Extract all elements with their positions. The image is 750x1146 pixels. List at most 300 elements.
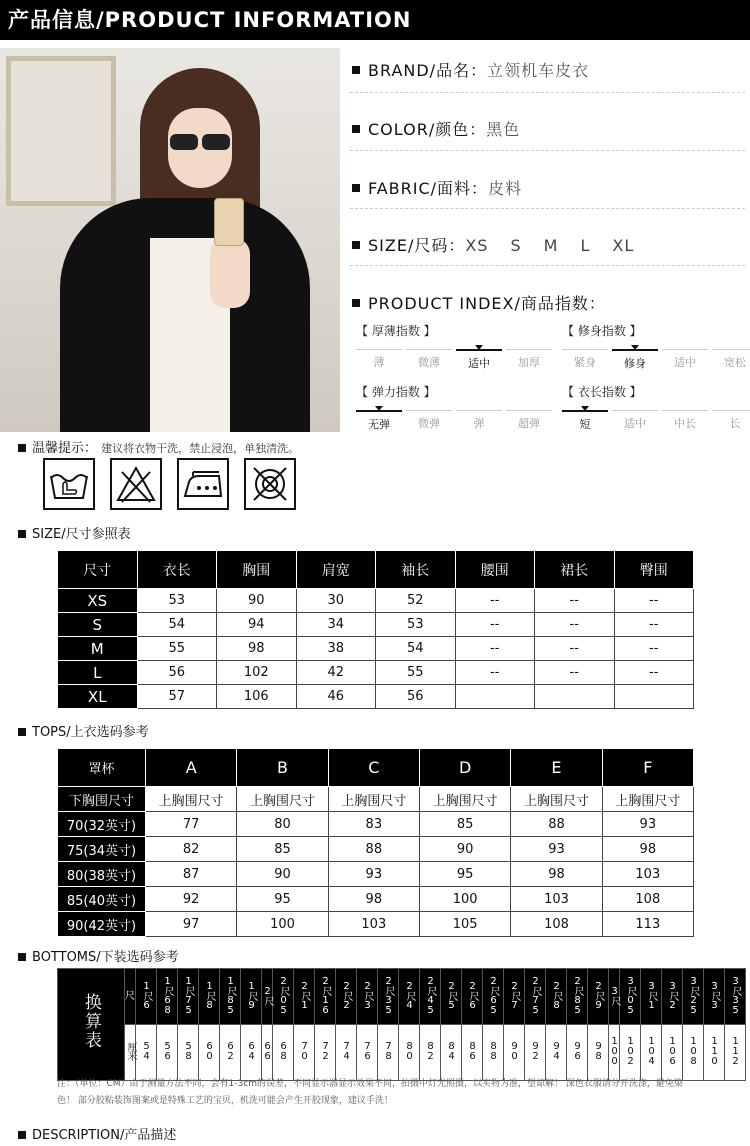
index-label: PRODUCT INDEX/商品指数：: [368, 294, 606, 313]
divider: [350, 265, 745, 266]
cm-cell: [199, 1025, 220, 1081]
title-text: 换算表: [81, 993, 101, 1050]
table-cell: S: [58, 613, 138, 637]
index-option: 加厚: [506, 349, 552, 371]
index-option: 无弹: [356, 410, 402, 432]
bottoms-title: BOTTOMS/下装选码参考: [32, 950, 179, 965]
table-cell: 88: [328, 837, 419, 862]
chi-cell: [199, 969, 220, 1025]
chi-text: 2尺3: [362, 980, 373, 1010]
table-cell: 98: [217, 637, 297, 661]
table-cell: --: [535, 637, 615, 661]
table-cell: 103: [328, 912, 419, 937]
table-cell: 106: [217, 685, 297, 709]
cm-cell: [357, 1025, 378, 1081]
table-cell: 113: [602, 912, 693, 937]
cm-text: 60: [204, 1041, 215, 1061]
table-cell: 56: [376, 685, 456, 709]
chi-text: 1尺6: [141, 980, 152, 1010]
table-cell: 94: [217, 613, 297, 637]
cm-text: 90: [509, 1041, 520, 1061]
header-cell: E: [511, 749, 602, 787]
tops-title: TOPS/上衣选码参考: [32, 725, 149, 740]
cm-cell: [399, 1025, 420, 1081]
cm-cell: [588, 1025, 609, 1081]
table-cell: --: [455, 637, 535, 661]
cm-cell: [336, 1025, 357, 1081]
cm-text: 100: [609, 1036, 620, 1066]
description-label: [18, 1124, 176, 1143]
header-cell: 臀围: [614, 551, 694, 589]
table-row: [58, 812, 694, 837]
brand-label: BRAND/品名：: [368, 61, 488, 80]
table-cell: 上胸围尺寸: [602, 787, 693, 812]
tops-table: [57, 748, 694, 937]
index-option: 超弹: [506, 410, 552, 432]
cm-text: 80: [404, 1041, 415, 1061]
table-row: [58, 661, 694, 685]
header-cell: F: [602, 749, 693, 787]
row-label-text: 厘米: [125, 1042, 136, 1060]
chi-text: 2尺6: [467, 980, 478, 1010]
title-cell: [58, 969, 125, 1081]
table-cell: 103: [602, 862, 693, 887]
cm-cell: [567, 1025, 588, 1081]
table-cell: 97: [146, 912, 237, 937]
chi-cell: [504, 969, 525, 1025]
chi-text: 1尺8: [204, 980, 215, 1010]
table-cell: 87: [146, 862, 237, 887]
table-cell: 30: [296, 589, 376, 613]
chi-cell: [357, 969, 378, 1025]
cm-cell: [273, 1025, 294, 1081]
table-row: [58, 685, 694, 709]
index-title: 【 衣长指数 】: [562, 385, 642, 399]
table-cell: --: [614, 613, 694, 637]
table-cell: 85(40英寸): [58, 887, 146, 912]
chi-text: 2尺8: [551, 980, 562, 1010]
table-cell: 82: [146, 837, 237, 862]
model-arm: [210, 238, 250, 308]
cm-text: 62: [225, 1041, 236, 1061]
cm-cell: [378, 1025, 399, 1081]
table-cell: --: [455, 589, 535, 613]
chi-cell: [620, 969, 641, 1025]
table-cell: 93: [328, 862, 419, 887]
chi-cell: [588, 969, 609, 1025]
chi-row: [58, 969, 746, 1025]
chi-cell: [315, 969, 336, 1025]
table-cell: 80(38英寸): [58, 862, 146, 887]
header-cell: 衣长: [137, 551, 217, 589]
cm-cell: [662, 1025, 683, 1081]
header-cell: 尺寸: [58, 551, 138, 589]
table-cell: M: [58, 637, 138, 661]
table-cell: 上胸围尺寸: [237, 787, 328, 812]
table-cell: 108: [511, 912, 602, 937]
table-cell: 46: [296, 685, 376, 709]
table-cell: 70(32英寸): [58, 812, 146, 837]
table-cell: --: [455, 661, 535, 685]
cm-text: 74: [341, 1041, 352, 1061]
cm-cell: [504, 1025, 525, 1081]
tops-label: [18, 721, 149, 740]
color-label: COLOR/颜色：: [368, 120, 487, 139]
chi-text: 2尺7: [509, 980, 520, 1010]
chi-cell: [420, 969, 441, 1025]
index-option: 修身: [612, 349, 658, 371]
chi-cell: [525, 969, 546, 1025]
chi-text: 1尺75: [183, 975, 194, 1015]
no-tumble-dry-icon: [244, 458, 296, 510]
chi-cell: [262, 969, 273, 1025]
table-cell: 90: [237, 862, 328, 887]
table-cell: 55: [137, 637, 217, 661]
sub-header-row: [58, 787, 694, 812]
cm-text: 102: [625, 1036, 636, 1066]
cm-text: 94: [551, 1041, 562, 1061]
chi-cell: [609, 969, 620, 1025]
divider: [350, 150, 745, 151]
index-option: 适中: [662, 349, 708, 371]
table-cell: 93: [602, 812, 693, 837]
table-cell: 100: [419, 887, 510, 912]
index-scale: [562, 410, 750, 432]
cm-cell: [609, 1025, 620, 1081]
divider: [350, 208, 745, 209]
size-label: SIZE/尺码：: [368, 236, 466, 255]
chi-cell: [567, 969, 588, 1025]
table-cell: L: [58, 661, 138, 685]
table-header-row: [58, 551, 694, 589]
cm-cell: [220, 1025, 241, 1081]
table-cell: 108: [602, 887, 693, 912]
fabric-value: 皮料: [488, 179, 523, 198]
chi-text: 2尺: [262, 985, 273, 1005]
description-title: DESCRIPTION/产品描述: [32, 1128, 177, 1143]
table-cell: --: [455, 613, 535, 637]
chi-cell: [136, 969, 157, 1025]
table-cell: 53: [376, 613, 456, 637]
index-scale: [356, 349, 556, 371]
cm-text: 108: [688, 1036, 699, 1066]
chi-text: 2尺45: [425, 975, 436, 1015]
index-option: 微薄: [406, 349, 452, 371]
table-cell: 95: [419, 862, 510, 887]
header-cell: A: [146, 749, 237, 787]
chi-text: 1尺68: [162, 975, 173, 1015]
size-option: M: [543, 236, 559, 255]
size-option: L: [580, 236, 591, 255]
chi-cell: [220, 969, 241, 1025]
cm-cell: [241, 1025, 262, 1081]
table-cell: --: [535, 661, 615, 685]
chi-cell: [683, 969, 704, 1025]
table-cell: 95: [237, 887, 328, 912]
cm-text: 88: [488, 1041, 499, 1061]
chi-cell: [378, 969, 399, 1025]
index-option: 薄: [356, 349, 402, 371]
index-title: 【 厚薄指数 】: [356, 324, 436, 338]
table-cell: 100: [237, 912, 328, 937]
note-text: 注：（单位：CM）由于测量方法不同，会有1-3cm的误差，不同显示器显示效果不同，拍摄中灯光照摄，以实物为准，望谅解！ 深色衣服请分开洗涤，避免染色！ 部分胶粘装饰图案或是特殊工艺的宝贝，机洗可能会产生开胶现象，建议手洗！: [57, 1079, 683, 1106]
table-cell: 56: [137, 661, 217, 685]
cm-text: 96: [572, 1041, 583, 1061]
table-cell: --: [535, 589, 615, 613]
cm-cell: [704, 1025, 725, 1081]
index-title: 【 修身指数 】: [562, 324, 642, 338]
index-group: [562, 322, 750, 371]
chi-cell: [725, 969, 746, 1025]
index-option: 中长: [662, 410, 708, 432]
row-label: [125, 1025, 136, 1081]
table-cell: 上胸围尺寸: [146, 787, 237, 812]
chi-text: 3尺2: [667, 980, 678, 1010]
table-cell: 上胸围尺寸: [419, 787, 510, 812]
iron-icon: [177, 458, 229, 510]
header-cell: 腰围: [455, 551, 535, 589]
cm-cell: [683, 1025, 704, 1081]
chi-cell: [483, 969, 504, 1025]
chi-text: 2尺4: [404, 980, 415, 1010]
cm-cell: [620, 1025, 641, 1081]
table-cell: 85: [419, 812, 510, 837]
table-cell: 42: [296, 661, 376, 685]
chi-text: 3尺3: [709, 980, 720, 1010]
chi-text: 3尺1: [646, 980, 657, 1010]
table-cell: 80: [237, 812, 328, 837]
cm-text: 84: [446, 1041, 457, 1061]
table-cell: 54: [376, 637, 456, 661]
cm-row: [58, 1025, 746, 1081]
cm-text: 110: [709, 1036, 720, 1066]
product-photo: [0, 48, 340, 432]
table-cell: 102: [217, 661, 297, 685]
chi-text: 3尺25: [688, 975, 699, 1015]
chi-text: 2尺65: [488, 975, 499, 1015]
chi-cell: [178, 969, 199, 1025]
cm-cell: [483, 1025, 504, 1081]
cm-text: 70: [299, 1041, 310, 1061]
cm-cell: [546, 1025, 567, 1081]
cm-text: 98: [593, 1041, 604, 1061]
phone: [214, 198, 244, 246]
table-cell: --: [535, 613, 615, 637]
index-option: 适中: [456, 349, 502, 371]
chi-text: 2尺16: [320, 975, 331, 1015]
cm-text: 76: [362, 1041, 373, 1061]
cm-cell: [462, 1025, 483, 1081]
bottoms-label: [18, 946, 179, 965]
brand-line: [352, 58, 589, 81]
table-row: [58, 887, 694, 912]
table-cell: 上胸围尺寸: [328, 787, 419, 812]
table-row: [58, 912, 694, 937]
cm-cell: [420, 1025, 441, 1081]
table-cell: 90: [217, 589, 297, 613]
table-header-row: [58, 749, 694, 787]
chi-text: 2尺85: [572, 975, 583, 1015]
table-cell: 92: [146, 887, 237, 912]
table-cell: 103: [511, 887, 602, 912]
chi-text: 2尺2: [341, 980, 352, 1010]
chi-cell: [704, 969, 725, 1025]
no-bleach-icon: [110, 458, 162, 510]
table-cell: 55: [376, 661, 456, 685]
table-cell: 90(42英寸): [58, 912, 146, 937]
table-cell: 75(34英寸): [58, 837, 146, 862]
header-cell: D: [419, 749, 510, 787]
header-cell: 下胸围尺寸: [58, 787, 146, 812]
table-cell: 57: [137, 685, 217, 709]
table-cell: 88: [511, 812, 602, 837]
cm-cell: [157, 1025, 178, 1081]
divider: [350, 92, 745, 93]
index-option: 适中: [612, 410, 658, 432]
table-cell: 98: [511, 862, 602, 887]
table-cell: --: [614, 637, 694, 661]
table-cell: 98: [602, 837, 693, 862]
table-cell: 93: [511, 837, 602, 862]
table-row: [58, 637, 694, 661]
chi-cell: [546, 969, 567, 1025]
table-cell: --: [614, 661, 694, 685]
table-cell: 77: [146, 812, 237, 837]
bottoms-table: [57, 968, 746, 1081]
table-cell: 上胸围尺寸: [511, 787, 602, 812]
fabric-label: FABRIC/面料：: [368, 179, 489, 198]
size-list: [465, 236, 656, 255]
size-chart-label: [18, 523, 131, 542]
table-cell: --: [614, 589, 694, 613]
chi-text: 1尺9: [246, 980, 257, 1010]
header-cell: 肩宽: [296, 551, 376, 589]
cm-cell: [178, 1025, 199, 1081]
index-option: 紧身: [562, 349, 608, 371]
chi-cell: [441, 969, 462, 1025]
tips-text: 建议将衣物干洗，禁止浸泡，单独清洗。: [101, 442, 300, 455]
table-row: [58, 589, 694, 613]
chi-text: 2尺5: [446, 980, 457, 1010]
cm-text: 112: [730, 1036, 741, 1066]
section-header: 产品信息/PRODUCT INFORMATION: [0, 0, 750, 40]
chi-cell: [336, 969, 357, 1025]
cm-text: 56: [162, 1041, 173, 1061]
hand-wash-icon: [43, 458, 95, 510]
tips-line: [18, 437, 299, 456]
cm-text: 86: [467, 1041, 478, 1061]
cm-text: 92: [530, 1041, 541, 1061]
table-cell: XL: [58, 685, 138, 709]
cm-cell: [725, 1025, 746, 1081]
cm-cell: [136, 1025, 157, 1081]
chi-cell: [241, 969, 262, 1025]
table-cell: 52: [376, 589, 456, 613]
index-option: 宽松: [712, 349, 750, 371]
cm-text: 66: [262, 1041, 273, 1061]
chi-cell: [641, 969, 662, 1025]
table-cell: 98: [328, 887, 419, 912]
header-cell: 胸围: [217, 551, 297, 589]
header-cell: 罩杯: [58, 749, 146, 787]
table-row: [58, 837, 694, 862]
chi-text: 1尺85: [225, 975, 236, 1015]
wall-frame: [6, 56, 116, 206]
cm-text: 82: [425, 1041, 436, 1061]
table-cell: [614, 685, 694, 709]
chi-cell: [399, 969, 420, 1025]
chi-cell: [462, 969, 483, 1025]
cm-text: 106: [667, 1036, 678, 1066]
cm-cell: [641, 1025, 662, 1081]
size-option: S: [510, 236, 522, 255]
size-line: [352, 233, 656, 256]
table-cell: 90: [419, 837, 510, 862]
table-cell: 34: [296, 613, 376, 637]
chi-text: 2尺75: [530, 975, 541, 1015]
cm-cell: [441, 1025, 462, 1081]
header-cell: 袖长: [376, 551, 456, 589]
cm-text: 58: [183, 1041, 194, 1061]
table-cell: 105: [419, 912, 510, 937]
cm-text: 54: [141, 1041, 152, 1061]
size-option: XL: [612, 236, 635, 255]
size-chart-title: SIZE/尺寸参照表: [32, 527, 131, 542]
cm-text: 104: [646, 1036, 657, 1066]
sunglasses: [168, 134, 232, 150]
table-cell: 54: [137, 613, 217, 637]
table-row: [58, 862, 694, 887]
index-group: [562, 383, 750, 432]
chi-text: 3尺: [609, 985, 620, 1005]
cm-cell: [315, 1025, 336, 1081]
fabric-line: [352, 176, 522, 199]
index-title: 【 弹力指数 】: [356, 385, 436, 399]
row-label: 尺: [125, 969, 136, 1025]
chi-text: 2尺9: [593, 980, 604, 1010]
chi-text: 2尺05: [278, 975, 289, 1015]
chi-text: 2尺1: [299, 980, 310, 1010]
table-cell: 53: [137, 589, 217, 613]
chi-cell: [157, 969, 178, 1025]
cm-text: 72: [320, 1041, 331, 1061]
header-cell: 裙长: [535, 551, 615, 589]
chi-text: 2尺35: [383, 975, 394, 1015]
tips-label: 温馨提示：: [32, 441, 98, 456]
index-option: 微弹: [406, 410, 452, 432]
index-scale: [356, 410, 556, 432]
chi-text: 3尺05: [625, 975, 636, 1015]
index-option: 长: [712, 410, 750, 432]
brand-value: 立领机车皮衣: [487, 61, 590, 80]
color-value: 黑色: [486, 120, 521, 139]
table-row: [58, 613, 694, 637]
size-option: XS: [465, 236, 489, 255]
table-cell: [455, 685, 535, 709]
header-cell: C: [328, 749, 419, 787]
chi-cell: [273, 969, 294, 1025]
color-line: [352, 117, 520, 140]
cm-text: 64: [246, 1041, 257, 1061]
index-scale: [562, 349, 750, 371]
cm-cell: [525, 1025, 546, 1081]
index-group: [356, 383, 556, 432]
table-cell: [535, 685, 615, 709]
cm-text: 68: [278, 1041, 289, 1061]
index-group: [356, 322, 556, 371]
chi-text: 3尺35: [730, 975, 741, 1015]
index-option: 弹: [456, 410, 502, 432]
